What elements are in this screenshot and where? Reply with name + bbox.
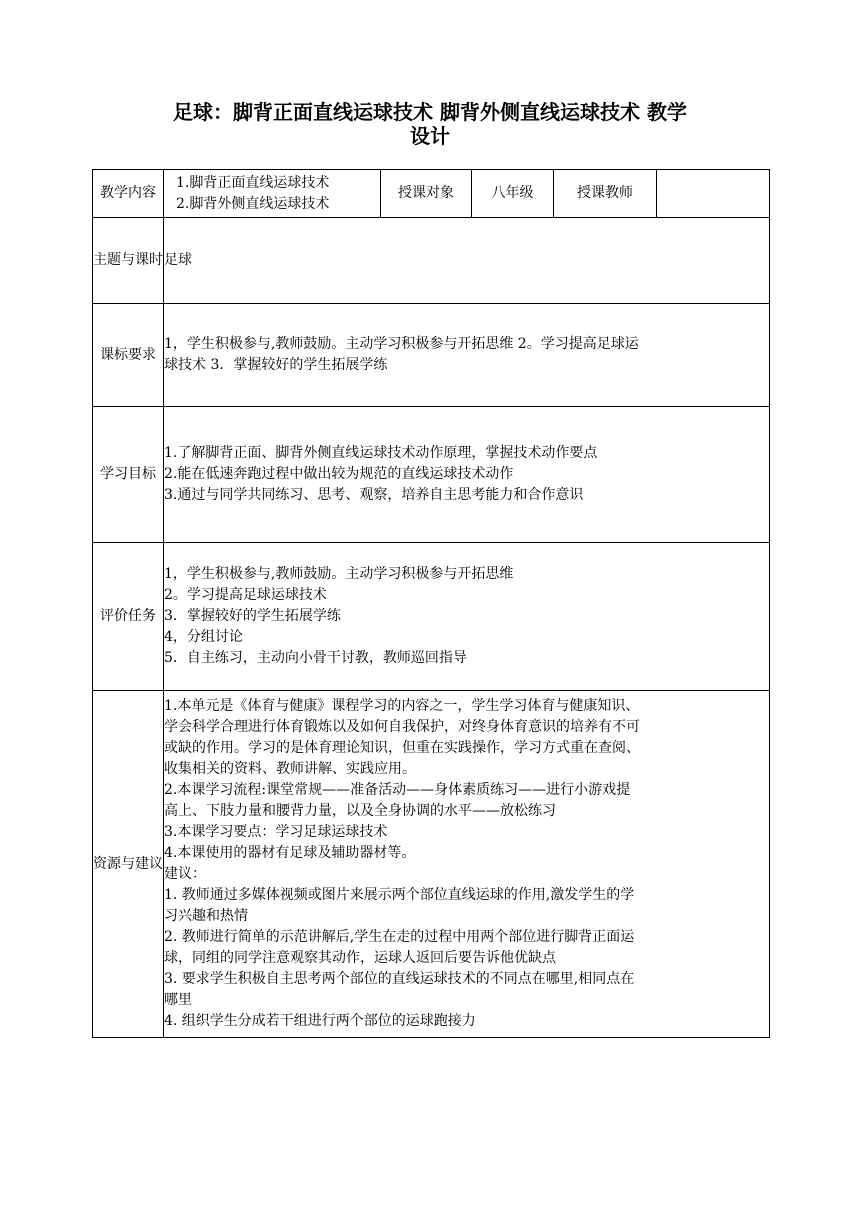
suggestion-line: 哪里 bbox=[164, 992, 192, 1008]
curriculum-requirements-cell bbox=[164, 304, 770, 407]
suggestion-line: 球，同组的同学注意观察其动作，运球人返回后要告诉他优缺点 bbox=[164, 950, 556, 966]
title-line-1: 足球：脚背正面直线运球技术 脚背外侧直线运球技术 教学 bbox=[173, 100, 687, 124]
evaluation-item: 4，分组讨论 bbox=[164, 629, 243, 645]
learning-objectives-cell bbox=[164, 407, 770, 543]
label-curriculum-requirements: 课标要求 bbox=[93, 304, 164, 407]
row-resources-suggestions bbox=[93, 691, 770, 1038]
evaluation-item: 2。学习提高足球运球技术 bbox=[164, 587, 327, 603]
teaching-content-cell bbox=[164, 170, 381, 218]
evaluation-item: 5．自主练习，主动向小骨干讨教，教师巡回指导 bbox=[164, 650, 467, 666]
evaluation-item: 3．掌握较好的学生拓展学练 bbox=[164, 608, 341, 624]
row-topic bbox=[93, 218, 770, 304]
suggestion-line: 习兴趣和热情 bbox=[164, 908, 248, 924]
objective-item: 3.通过与同学共同练习、思考、观察，培养自主思考能力和合作意识 bbox=[164, 487, 584, 503]
topic-value: 足球 bbox=[164, 218, 770, 304]
label-teaching-content: 教学内容 bbox=[93, 170, 164, 218]
evaluation-item: 1，学生积极参与,教师鼓励。主动学习积极参与开拓思维 bbox=[164, 566, 514, 582]
label-resources-suggestions: 资源与建议 bbox=[93, 691, 164, 1038]
evaluation-tasks-cell bbox=[164, 543, 770, 691]
audience-value: 八年级 bbox=[472, 170, 554, 218]
objective-item: 2.能在低速奔跑过程中做出较为规范的直线运球技术动作 bbox=[164, 466, 514, 482]
suggestion-line: 2. 教师进行简单的示范讲解后,学生在走的过程中用两个部位进行脚背正面运 bbox=[164, 929, 635, 945]
curriculum-line-2: 球技术 3．掌握较好的学生拓展学练 bbox=[164, 357, 388, 373]
resources-line: 收集相关的资料、教师讲解、实践应用。 bbox=[164, 761, 416, 777]
row-curriculum-requirements bbox=[93, 304, 770, 407]
resources-line: 1.本单元是《体育与健康》课程学习的内容之一，学生学习体育与健康知识、 bbox=[164, 698, 640, 714]
resources-line: 或缺的作用。学习的是体育理论知识，但重在实践操作，学习方式重在查阅、 bbox=[164, 740, 640, 756]
resources-suggestions-cell bbox=[164, 691, 770, 1038]
teaching-content-item-2: 2.脚背外侧直线运球技术 bbox=[176, 195, 330, 212]
suggestions-heading: 建议： bbox=[164, 866, 206, 882]
title-line-2: 设计 bbox=[410, 124, 450, 148]
suggestion-line: 1. 教师通过多媒体视频或图片来展示两个部位直线运球的作用,激发学生的学 bbox=[164, 887, 635, 903]
objective-item: 1.了解脚背正面、脚背外侧直线运球技术动作原理，掌握技术动作要点 bbox=[164, 445, 598, 461]
row-teaching-content bbox=[93, 170, 770, 218]
document-title bbox=[92, 100, 768, 148]
resources-line: 4.本课使用的器材有足球及辅助器材等。 bbox=[164, 845, 416, 861]
lesson-plan-table bbox=[92, 169, 770, 1038]
teaching-content-item-1: 1.脚背正面直线运球技术 bbox=[176, 174, 330, 191]
resources-line: 3.本课学习要点：学习足球运球技术 bbox=[164, 824, 388, 840]
label-topic: 主题与课时 bbox=[93, 218, 164, 304]
label-learning-objectives: 学习目标 bbox=[93, 407, 164, 543]
resources-line: 2.本课学习流程:课堂常规——准备活动——身体素质练习——进行小游戏提 bbox=[164, 782, 631, 798]
resources-line: 高上、下肢力量和腰背力量，以及全身协调的水平——放松练习 bbox=[164, 803, 556, 819]
row-learning-objectives bbox=[93, 407, 770, 543]
label-audience: 授课对象 bbox=[381, 170, 472, 218]
suggestion-line: 3. 要求学生积极自主思考两个部位的直线运球技术的不同点在哪里,相同点在 bbox=[164, 971, 635, 987]
resources-line: 学会科学合理进行体育锻炼以及如何自我保护，对终身体育意识的培养有不可 bbox=[164, 719, 640, 735]
label-teacher: 授课教师 bbox=[554, 170, 657, 218]
label-evaluation-tasks: 评价任务 bbox=[93, 543, 164, 691]
suggestion-line: 4. 组织学生分成若干组进行两个部位的运球跑接力 bbox=[164, 1013, 476, 1029]
curriculum-line-1: 1，学生积极参与,教师鼓励。主动学习积极参与开拓思维 2。学习提高足球运 bbox=[164, 336, 639, 352]
row-evaluation-tasks bbox=[93, 543, 770, 691]
teacher-value bbox=[657, 170, 770, 218]
